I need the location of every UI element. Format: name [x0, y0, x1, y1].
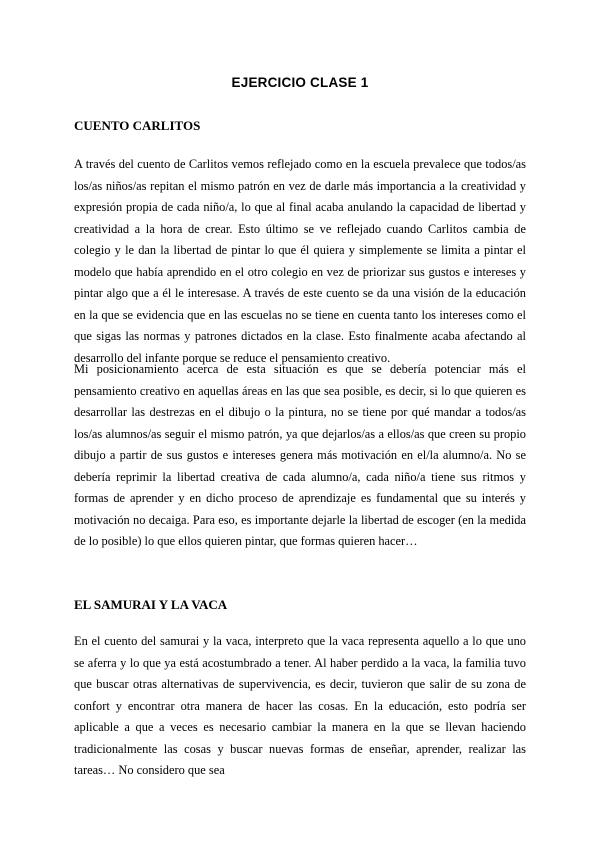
paragraph-samurai-1: En el cuento del samurai y la vaca, interpreto que la vaca representa aquello a lo que uno se aferra y lo que ya está acostumbrado a tener. Al haber perdido a la vaca, la familia tuvo que buscar otras alternativas de supervivencia, es decir, tuvieron que salir de su zona de confort y encontrar otra manera de hacer las cosas. En la educación, esto podría ser aplicable a que a veces es necesario cambiar la manera en la que se llevan haciendo tradicionalmente las cosas y buscar nuevas formas de enseñar, aprender, realizar las tareas… No considero que sea	[74, 634, 526, 777]
paragraph-carlitos-1: A través del cuento de Carlitos vemos reflejado como en la escuela prevalece que todos/as los/as niños/as repitan el mismo patrón en vez de darle más importancia a la creatividad y expresión propia de cada niño/a, lo que al final acaba anulando la capacidad de libertad y creatividad a la hora de crear. Esto último se ve reflejado cuando Carlitos cambia de colegio y le dan la libertad de pintar lo que él quiera y simplemente se limita a pintar el modelo que había aprendido en el otro colegio en vez de priorizar sus gustos e intereses y pintar algo que a él le interesase. A través de este cuento se da una visión de la educación en la que se evidencia que en las escuelas no se tiene en cuenta tanto los intereses como el que sigas las normas y patrones dictados en la clase. Esto finalmente acaba afectando al desarrollo del infante porque se reduce el pensamiento creativo.	[74, 157, 526, 365]
document-title: EJERCICIO CLASE 1	[231, 75, 369, 90]
paragraph-carlitos-2: Mi posicionamiento acerca de esta situación es que se debería potenciar más el pensamiento creativo en aquellas áreas en las que sea posible, es decir, si lo que quieren es desarrollar las destrezas en el dibujo o la pintura, no se tiene por qué mandar a todos/as los/as alumnos/as seguir el mismo patrón, ya que dejarlos/as a ellos/as que creen su propio dibujo a partir de sus gustos e intereses genera más motivación en el/la alumno/a. No se debería reprimir la libertad creativa de cada alumno/a, cada niño/a tiene sus ritmos y formas de aprender y en dicho proceso de aprendizaje es fundamental que su interés y motivación no decaiga. Para eso, es importante dejarle la libertad de escoger (en la medida de lo posible) lo que ellos quieren pintar, que formas quieren hacer…	[74, 362, 526, 548]
section-heading-samurai: EL SAMURAI Y LA VACA	[74, 597, 228, 612]
section-heading-carlitos: CUENTO CARLITOS	[74, 118, 201, 133]
